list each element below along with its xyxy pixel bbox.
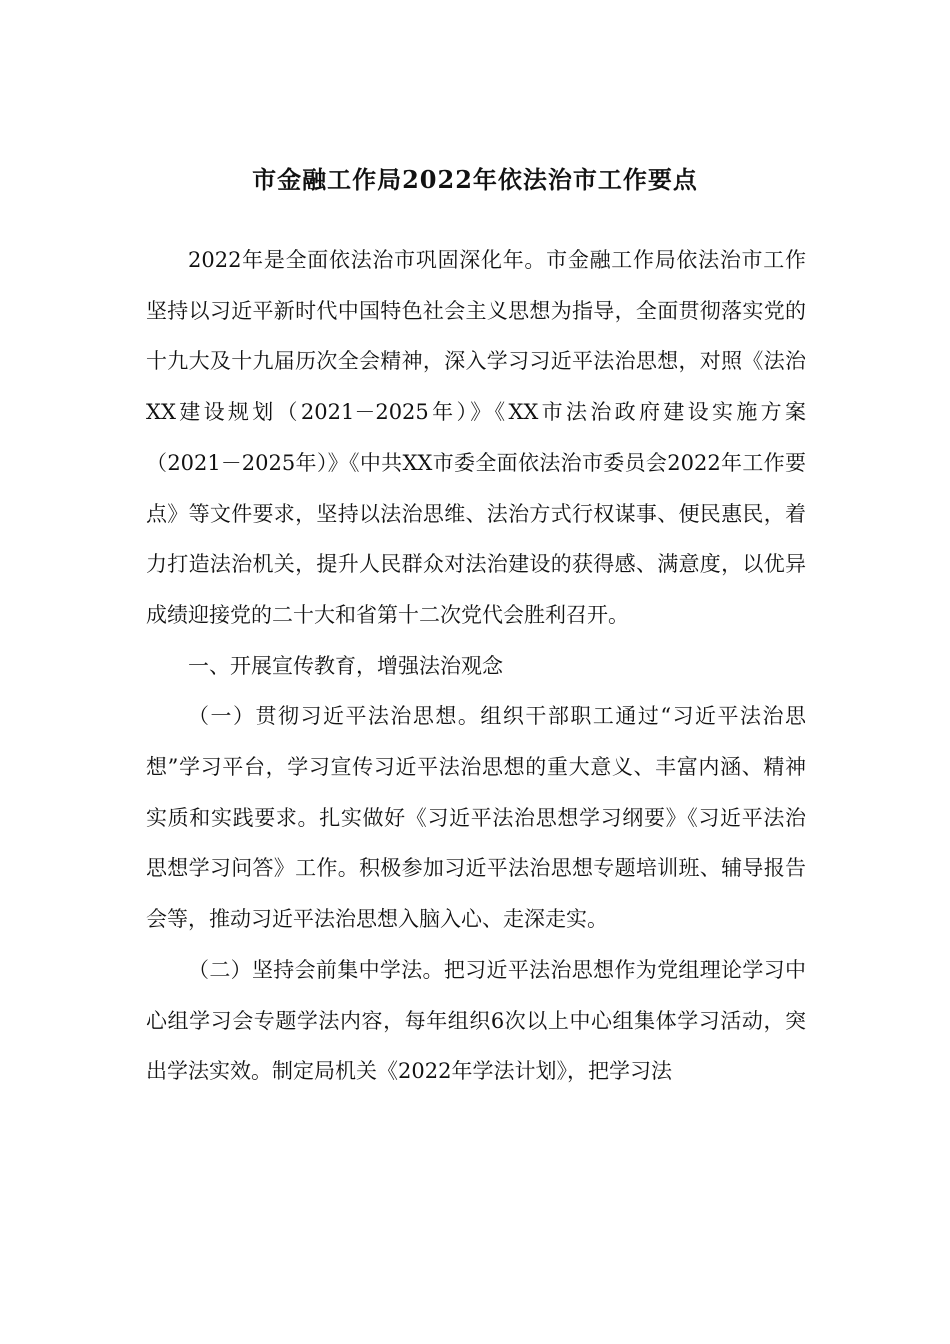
section-heading-1: 一、开展宣传教育，增强法治观念: [188, 653, 503, 678]
subsection-1-paragraph: （一）贯彻习近平法治思想。组织干部职工通过“习近平法治思想”学习平台，学习宣传习近平法治思想的重大意义、丰富内涵、精神实质和实践要求。扎实做好《习近平法治思想学习纲要》《习近平法治思想学习问答》工作。积极参加习近平法治思想专题培训班、辅导报告会等，推动习近平法治思想入脑入心、走深走实。: [146, 704, 806, 932]
intro-paragraph: 2022年是全面依法治市巩固深化年。市金融工作局依法治市工作坚持以习近平新时代中国特色社会主义思想为指导，全面贯彻落实党的十九大及十九届历次全会精神，深入学习习近平法治思想，对照《法治XX建设规划（2021－2025年）》《XX市法治政府建设实施方案（2021－2025年）》《中共XX市委全面依法治市委员会2022年工作要点》等文件要求，坚持以法治思维、法治方式行权谋事、便民惠民，着力打造法治机关，提升人民群众对法治建设的获得感、满意度，以优异成绩迎接党的二十大和省第十二次党代会胜利召开。: [146, 248, 806, 627]
subsection-2-paragraph: （二）坚持会前集中学法。把习近平法治思想作为党组理论学习中心组学习会专题学法内容，每年组织6次以上中心组集体学习活动，突出学法实效。制定局机关《2022年学法计划》，把学习法: [146, 957, 806, 1084]
document-title: 市金融工作局2022年依法治市工作要点: [252, 165, 698, 194]
document-body: [146, 235, 806, 1097]
